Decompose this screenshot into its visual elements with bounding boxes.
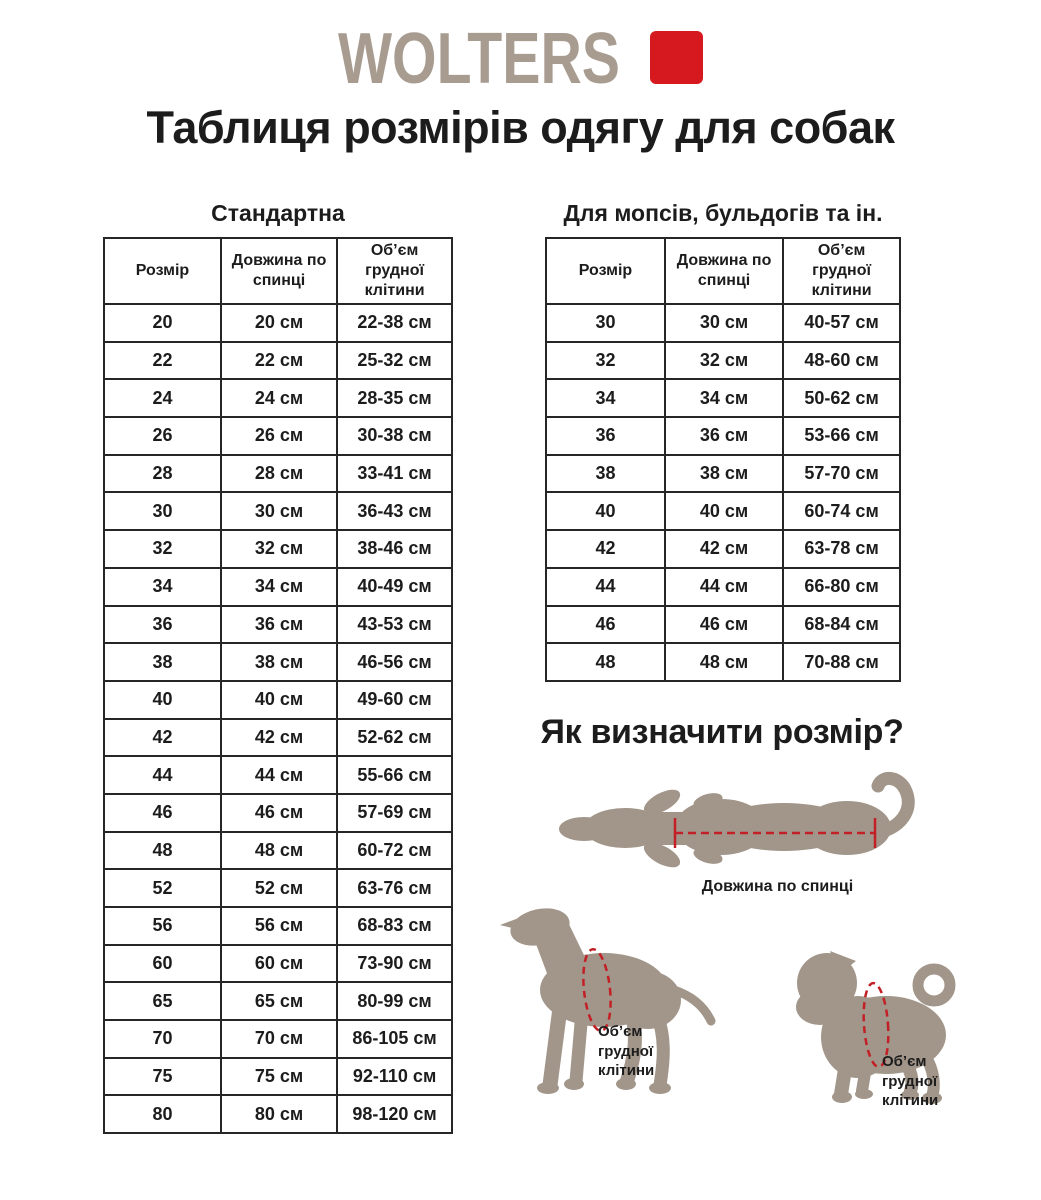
table-cell: 80 xyxy=(104,1095,221,1133)
table-cell: 46 xyxy=(104,794,221,832)
table-cell: 50-62 см xyxy=(783,379,900,417)
table-cell: 28-35 см xyxy=(337,379,452,417)
table-cell: 25-32 см xyxy=(337,342,452,380)
table-cell: 52 xyxy=(104,869,221,907)
table-cell: 36 см xyxy=(665,417,783,455)
table-cell: 66-80 см xyxy=(783,568,900,606)
table-cell: 48 xyxy=(546,643,665,681)
table-row xyxy=(104,530,452,568)
table-row xyxy=(546,417,900,455)
table-cell: 55-66 см xyxy=(337,756,452,794)
table-cell: 52-62 см xyxy=(337,719,452,757)
table-cell: 52 см xyxy=(221,869,337,907)
table-row xyxy=(104,643,452,681)
table-row xyxy=(104,945,452,983)
table-cell: 57-70 см xyxy=(783,455,900,493)
table-row xyxy=(104,417,452,455)
how-to-heading: Як визначити розмір? xyxy=(540,713,904,751)
table-cell: 65 xyxy=(104,982,221,1020)
page-title: Таблиця розмірів одягу для собак xyxy=(146,102,895,153)
standard-table-label: Стандартна xyxy=(211,200,345,226)
table-cell: 32 xyxy=(546,342,665,380)
table-cell: 38 см xyxy=(665,455,783,493)
table-cell: 36-43 см xyxy=(337,492,452,530)
table-cell: 44 см xyxy=(665,568,783,606)
table-cell: 40 xyxy=(104,681,221,719)
table-cell: 40 см xyxy=(665,492,783,530)
table-cell: 68-84 см xyxy=(783,606,900,644)
table-cell: 30-38 см xyxy=(337,417,452,455)
table-header-row xyxy=(104,238,452,304)
brand-logo xyxy=(0,28,1041,92)
table-cell: 22 xyxy=(104,342,221,380)
table-cell: 44 xyxy=(104,756,221,794)
table-cell: 40-57 см xyxy=(783,304,900,342)
table-row xyxy=(104,832,452,870)
chest-girth-label-left: Об’єм грудної клітини xyxy=(598,1023,655,1079)
pugs-size-table xyxy=(545,237,901,682)
table-cell: 60-74 см xyxy=(783,492,900,530)
table-row xyxy=(104,1058,452,1096)
table-cell: 63-76 см xyxy=(337,869,452,907)
dog-top-view-silhouette xyxy=(558,770,920,880)
column-header-back-length: Довжина по спинці xyxy=(221,238,337,304)
table-cell: 38 xyxy=(104,643,221,681)
table-cell: 30 xyxy=(104,492,221,530)
table-cell: 46 см xyxy=(665,606,783,644)
table-cell: 86-105 см xyxy=(337,1020,452,1058)
table-cell: 65 см xyxy=(221,982,337,1020)
table-cell: 38 xyxy=(546,455,665,493)
table-cell: 28 xyxy=(104,455,221,493)
table-cell: 22 см xyxy=(221,342,337,380)
column-header-size: Розмір xyxy=(104,238,221,304)
table-cell: 30 см xyxy=(221,492,337,530)
table-cell: 24 см xyxy=(221,379,337,417)
table-cell: 32 см xyxy=(665,342,783,380)
table-cell: 46-56 см xyxy=(337,643,452,681)
table-cell: 36 xyxy=(546,417,665,455)
table-cell: 20 см xyxy=(221,304,337,342)
table-row xyxy=(546,379,900,417)
table-cell: 48 см xyxy=(665,643,783,681)
table-cell: 40 см xyxy=(221,681,337,719)
table-row xyxy=(546,304,900,342)
table-row xyxy=(546,568,900,606)
column-header-chest-girth: Об’єм грудної клітини xyxy=(783,238,900,304)
table-row xyxy=(546,643,900,681)
table-row xyxy=(104,304,452,342)
table-cell: 36 xyxy=(104,606,221,644)
table-cell: 30 см xyxy=(665,304,783,342)
pug-curled-tail xyxy=(918,969,950,1001)
table-row xyxy=(104,719,452,757)
table-row xyxy=(104,1095,452,1133)
table-cell: 42 xyxy=(104,719,221,757)
table-cell: 38-46 см xyxy=(337,530,452,568)
table-cell: 34 см xyxy=(221,568,337,606)
table-cell: 32 xyxy=(104,530,221,568)
table-cell: 24 xyxy=(104,379,221,417)
back-length-label: Довжина по спинці xyxy=(701,878,854,895)
table-row xyxy=(546,342,900,380)
column-header-size: Розмір xyxy=(546,238,665,304)
table-cell: 44 см xyxy=(221,756,337,794)
table-cell: 48-60 см xyxy=(783,342,900,380)
pugs-table-label: Для мопсів, бульдогів та ін. xyxy=(563,200,883,226)
table-cell: 60-72 см xyxy=(337,832,452,870)
table-cell: 34 xyxy=(104,568,221,606)
table-cell: 70 xyxy=(104,1020,221,1058)
table-cell: 33-41 см xyxy=(337,455,452,493)
table-cell: 68-83 см xyxy=(337,907,452,945)
table-row xyxy=(546,455,900,493)
table-cell: 26 xyxy=(104,417,221,455)
table-cell: 70 см xyxy=(221,1020,337,1058)
table-cell: 40 xyxy=(546,492,665,530)
table-cell: 56 xyxy=(104,907,221,945)
standard-size-table xyxy=(103,237,453,1134)
wolters-wordmark: WOLTERS xyxy=(337,28,620,92)
column-header-back-length: Довжина по спинці xyxy=(665,238,783,304)
table-cell: 98-120 см xyxy=(337,1095,452,1133)
table-cell: 20 xyxy=(104,304,221,342)
table-cell: 46 xyxy=(546,606,665,644)
table-row xyxy=(104,379,452,417)
table-cell: 63-78 см xyxy=(783,530,900,568)
table-cell: 73-90 см xyxy=(337,945,452,983)
table-row xyxy=(104,606,452,644)
table-cell: 57-69 см xyxy=(337,794,452,832)
table-cell: 56 см xyxy=(221,907,337,945)
column-header-chest-girth: Об’єм грудної клітини xyxy=(337,238,452,304)
table-cell: 40-49 см xyxy=(337,568,452,606)
table-cell: 70-88 см xyxy=(783,643,900,681)
table-header-row xyxy=(546,238,900,304)
table-row xyxy=(546,530,900,568)
table-cell: 36 см xyxy=(221,606,337,644)
table-cell: 46 см xyxy=(221,794,337,832)
table-cell: 60 xyxy=(104,945,221,983)
table-row xyxy=(546,606,900,644)
table-cell: 30 xyxy=(546,304,665,342)
table-cell: 75 см xyxy=(221,1058,337,1096)
table-cell: 48 см xyxy=(221,832,337,870)
table-cell: 42 см xyxy=(221,719,337,757)
table-cell: 53-66 см xyxy=(783,417,900,455)
table-row xyxy=(104,492,452,530)
table-cell: 92-110 см xyxy=(337,1058,452,1096)
table-row xyxy=(104,794,452,832)
table-cell: 80-99 см xyxy=(337,982,452,1020)
table-cell: 38 см xyxy=(221,643,337,681)
table-cell: 28 см xyxy=(221,455,337,493)
table-cell: 80 см xyxy=(221,1095,337,1133)
logo-red-square-icon xyxy=(650,31,703,84)
table-row xyxy=(546,492,900,530)
table-row xyxy=(104,907,452,945)
table-row xyxy=(104,1020,452,1058)
table-cell: 42 xyxy=(546,530,665,568)
table-cell: 44 xyxy=(546,568,665,606)
chest-girth-label-right: Об’єм грудної клітини xyxy=(882,1053,939,1109)
table-cell: 34 см xyxy=(665,379,783,417)
table-cell: 32 см xyxy=(221,530,337,568)
table-row xyxy=(104,756,452,794)
table-cell: 60 см xyxy=(221,945,337,983)
table-row xyxy=(104,342,452,380)
table-row xyxy=(104,568,452,606)
table-cell: 43-53 см xyxy=(337,606,452,644)
table-cell: 42 см xyxy=(665,530,783,568)
table-cell: 75 xyxy=(104,1058,221,1096)
table-cell: 22-38 см xyxy=(337,304,452,342)
table-cell: 34 xyxy=(546,379,665,417)
table-cell: 26 см xyxy=(221,417,337,455)
table-cell: 49-60 см xyxy=(337,681,452,719)
table-row xyxy=(104,681,452,719)
table-row xyxy=(104,869,452,907)
table-cell: 48 xyxy=(104,832,221,870)
table-row xyxy=(104,455,452,493)
table-row xyxy=(104,982,452,1020)
wolters-logo-graphic xyxy=(338,28,704,92)
